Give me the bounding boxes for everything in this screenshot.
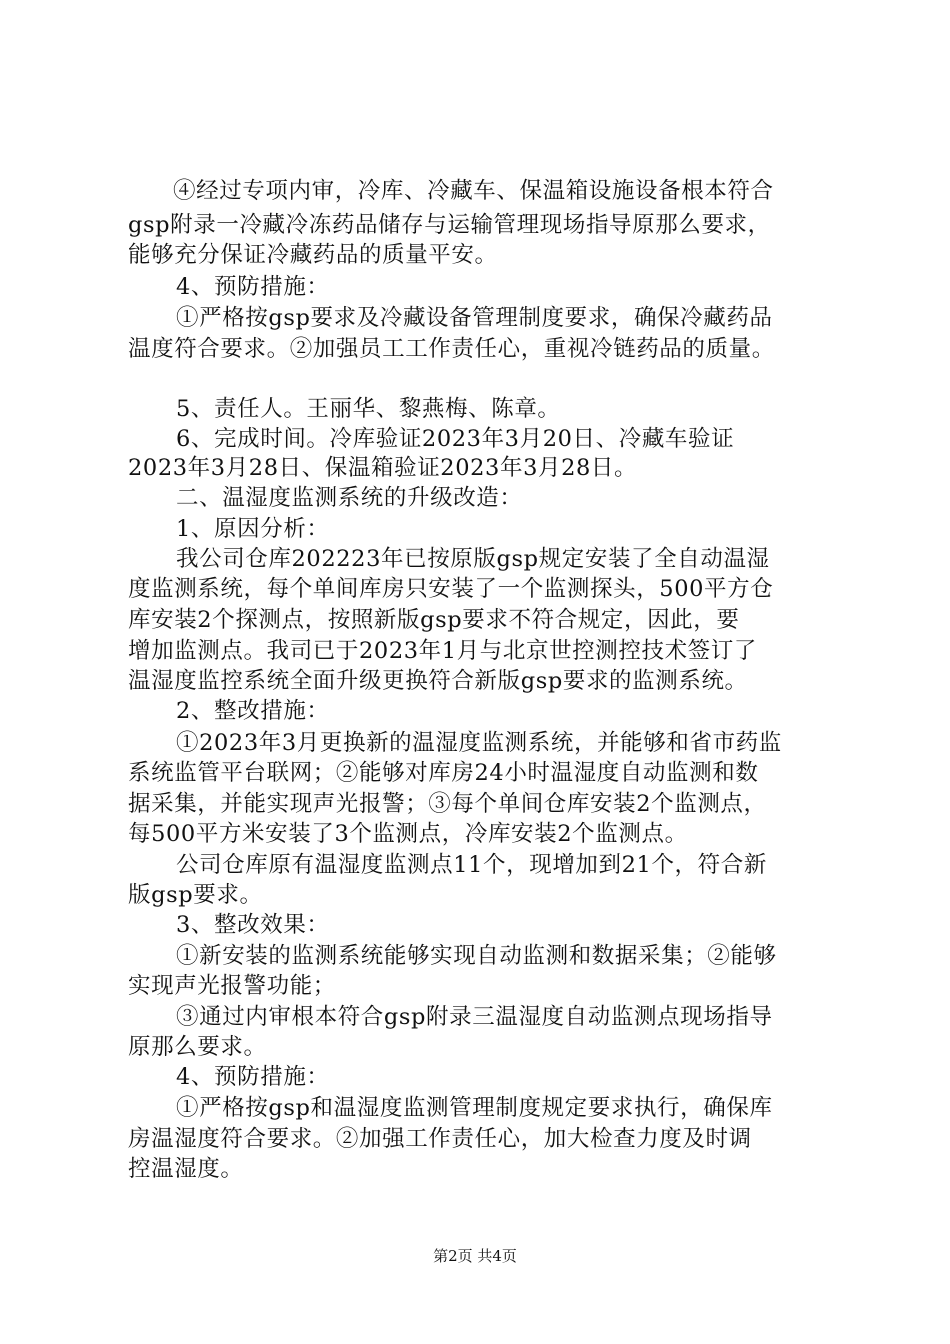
paragraph-line: 度监测系统，每个单间库房只安装了一个监测探头，500平方仓 — [128, 576, 774, 602]
paragraph-line: 温度符合要求。②加强员工工作责任心，重视冷链药品的质量。 — [128, 336, 775, 362]
paragraph-line: 每500平方米安装了3个监测点，冷库安装2个监测点。 — [128, 821, 688, 847]
paragraph-line: ①新安装的监测系统能够实现自动监测和数据采集；②能够 — [176, 943, 777, 969]
paragraph-line: 库安装2个探测点，按照新版gsp要求不符合规定，因此，要 — [128, 607, 740, 633]
section-heading: 4、预防措施： — [176, 1064, 330, 1090]
paragraph-line: ①严格按gsp要求及冷藏设备管理制度要求，确保冷藏药品 — [176, 305, 773, 331]
paragraph-line: 温湿度监控系统全面升级更换符合新版gsp要求的监测系统。 — [128, 668, 748, 694]
paragraph-line: 2023年3月28日、保温箱验证2023年3月28日。 — [128, 455, 638, 481]
paragraph-line: 我公司仓库202223年已按原版gsp规定安装了全自动温湿 — [176, 546, 770, 572]
paragraph-line: ①2023年3月更换新的温湿度监测系统，并能够和省市药监 — [176, 730, 782, 756]
section-heading: 3、整改效果： — [176, 912, 330, 938]
section-heading: 二、温湿度监测系统的升级改造： — [176, 485, 523, 511]
paragraph-line: 公司仓库原有温湿度监测点11个，现增加到21个，符合新 — [176, 852, 767, 878]
paragraph-line: 增加监测点。我司已于2023年1月与北京世控测控技术签订了 — [128, 638, 757, 664]
paragraph-line: 5、责任人。王丽华、黎燕梅、陈章。 — [176, 396, 561, 422]
section-heading: 4、预防措施： — [176, 274, 330, 300]
paragraph-line: 原那么要求。 — [128, 1034, 267, 1060]
paragraph-line: 控温湿度。 — [128, 1156, 244, 1182]
paragraph-line: ④经过专项内审，冷库、冷藏车、保温箱设施设备根本符合 — [173, 178, 774, 204]
section-heading: 2、整改措施： — [176, 698, 330, 724]
paragraph-line: ①严格按gsp和温湿度监测管理制度规定要求执行，确保库 — [176, 1095, 773, 1121]
paragraph-line: 系统监管平台联网；②能够对库房24小时温湿度自动监测和数 — [128, 760, 759, 786]
paragraph-line: 能够充分保证冷藏药品的质量平安。 — [128, 242, 498, 268]
paragraph-line: 据采集，并能实现声光报警；③每个单间仓库安装2个监测点， — [128, 791, 767, 817]
section-heading: 1、原因分析： — [176, 516, 330, 542]
paragraph-line: ③通过内审根本符合gsp附录三温湿度自动监测点现场指导 — [176, 1004, 773, 1030]
paragraph-line: 6、完成时间。冷库验证2023年3月20日、冷藏车验证 — [176, 426, 735, 452]
paragraph-line: 实现声光报警功能； — [128, 973, 336, 999]
page-number-footer: 第2页 共4页 — [433, 1247, 517, 1265]
paragraph-line: gsp附录一冷藏冷冻药品储存与运输管理现场指导原那么要求， — [128, 212, 771, 238]
paragraph-line: 房温湿度符合要求。②加强工作责任心，加大检查力度及时调 — [128, 1126, 752, 1152]
paragraph-line: 版gsp要求。 — [128, 882, 263, 908]
